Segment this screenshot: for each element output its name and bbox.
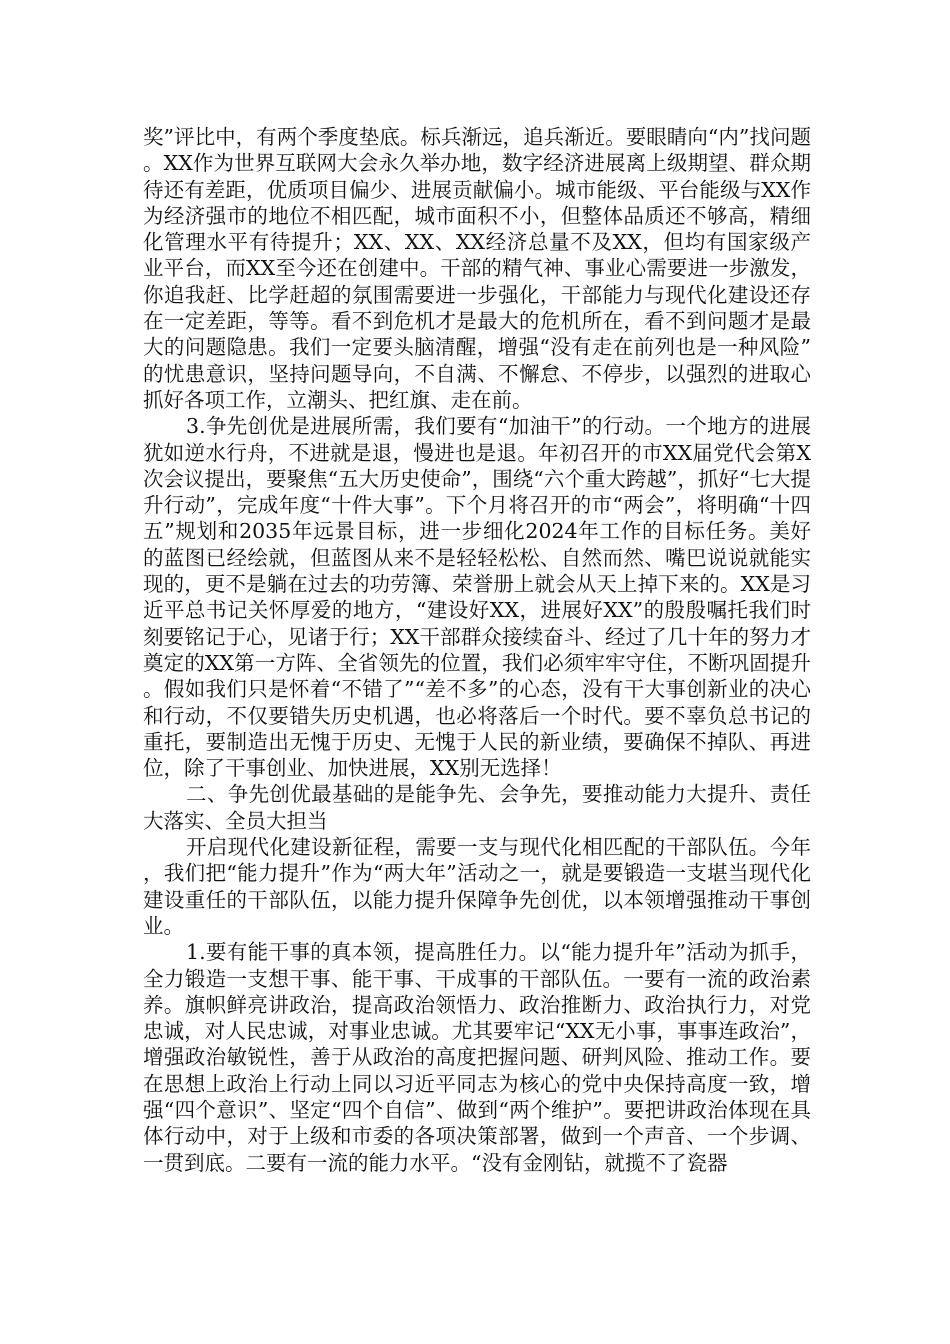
paragraph-4: 1.要有能干事的真本领，提高胜任力。以“能力提升年”活动为抓手，全力锻造一支想干事、能干事、干成事的干部队伍。一要有一流的政治素养。旗帜鲜亮讲政治，提高政治领悟力、政治推断力、政治执行力，对党忠诚，对人民忠诚，对事业忠诚。尤其要牢记“XX无小事，事事连政治”，增强政治敏锐性，善于从政治的高度把握问题、研判风险、推动工作。要在思想上政治上行动上同以习近平同志为核心的党中央保持高度一致，增强“四个意识”、坚定“四个自信”、做到“两个维护”。要把讲政治体现在具体行动中，对于上级和市委的各项决策部署，做到一个声音、一个步调、一贯到底。二要有一流的能力水平。“没有金刚钻，就揽不了瓷器 [143,940,811,1175]
document-page [143,124,811,1176]
paragraph-2: 3.争先创优是进展所需，我们要有“加油干”的行动。一个地方的进展犹如逆水行舟，不进就是退，慢进也是退。年初召开的市XX届党代会第X次会议提出，要聚焦“五大历史使命”，围绕“六个重大跨越”，抓好“七大提升行动”，完成年度“十件大事”。下个月将召开的市“两会”，将明确“十四五”规划和2035年远景目标，进一步细化2024年工作的目标任务。美好的蓝图已经绘就，但蓝图从来不是轻轻松松、自然而然、嘴巴说说就能实现的，更不是躺在过去的功劳簿、荣誉册上就会从天上掉下来的。XX是习近平总书记关怀厚爱的地方，“建设好XX，进展好XX”的殷殷嘱托我们时刻要铭记于心，见诸于行；XX干部群众接续奋斗、经过了几十年的努力才奠定的XX第一方阵、全省领先的位置，我们必须牢牢守住，不断巩固提升。假如我们只是怀着“不错了”“差不多”的心态，没有干大事创新业的决心和行动，不仅要错失历史机遇，也必将落后一个时代。要不辜负总书记的重托，要制造出无愧于历史、无愧于人民的新业绩，要确保不掉队、再进位，除了干事创业、加快进展，XX别无选择！ [143,414,811,781]
paragraph-1: 奖”评比中，有两个季度垫底。标兵渐远，追兵渐近。要眼睛向“内”找问题。XX作为世界互联网大会永久举办地，数字经济进展离上级期望、群众期待还有差距，优质项目偏少、进展贡献偏小。城市能级、平台能级与XX作为经济强市的地位不相匹配，城市面积不小，但整体品质还不够高，精细化管理水平有待提升；XX、XX、XX经济总量不及XX，但均有国家级产业平台，而XX至今还在创建中。干部的精气神、事业心需要进一步激发，你追我赶、比学赶超的氛围需要进一步强化，干部能力与现代化建设还存在一定差距，等等。看不到危机才是最大的危机所在，看不到问题才是最大的问题隐患。我们一定要头脑清醒，增强“没有走在前列也是一种风险”的忧患意识，坚持问题导向，不自满、不懈怠、不停步，以强烈的进取心抓好各项工作，立潮头、把红旗、走在前。 [143,125,811,412]
paragraph-3: 开启现代化建设新征程，需要一支与现代化相匹配的干部队伍。今年，我们把“能力提升”作为“两大年”活动之一，就是要锻造一支堪当现代化建设重任的干部队伍，以能力提升保障争先创优，以本领增强推动干事创业。 [143,835,811,938]
section-heading: 二、争先创优最基础的是能争先、会争先，要推动能力大提升、责任大落实、全员大担当 [143,782,811,833]
